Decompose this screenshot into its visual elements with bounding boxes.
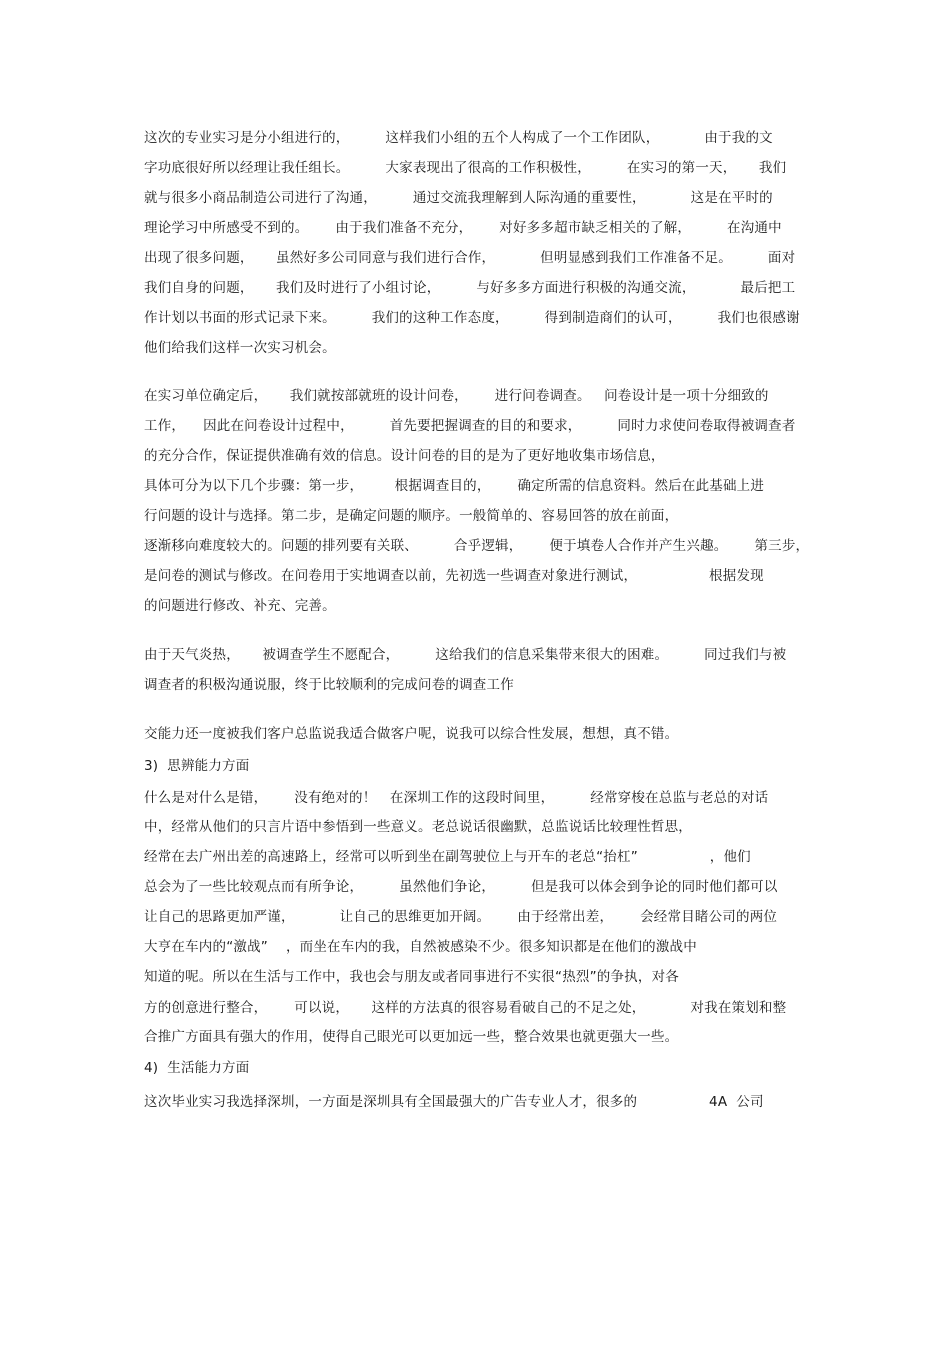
text-line: 的充分合作，保证提供准确有效的信息。设计问卷的目的是为了更好地收集市场信息，: [144, 448, 665, 464]
text-line: 中，经常从他们的只言片语中参悟到一些意义。老总说话很幽默，总监说话比较理性哲思，: [144, 819, 692, 835]
section-heading: 4) 生活能力方面: [144, 1060, 250, 1076]
text-line: 总会为了一些比较观点而有所争论， 虽然他们争论， 但是我可以体会到争论的同时他们都可以: [144, 879, 778, 895]
text-line: 知道的呢。所以在生活与工作中，我也会与朋友或者同事进行不实很“热烈”的争执，对各: [144, 969, 679, 985]
text-line: 合推广方面具有强大的作用，使得自己眼光可以更加远一些，整合效果也就更强大一些。: [144, 1029, 679, 1045]
text-line: 交能力还一度被我们客户总监说我适合做客户呢，说我可以综合性发展，想想，真不错。: [144, 726, 679, 742]
section-heading: 3) 思辨能力方面: [144, 758, 250, 774]
text-line: 他们给我们这样一次实习机会。: [144, 340, 336, 356]
text-line: 工作， 因此在问卷设计过程中， 首先要把握调查的目的和要求， 同时力求使问卷取得被调查者: [144, 418, 796, 434]
text-line: 这次毕业实习我选择深圳，一方面是深圳具有全国最强大的广告专业人才，很多的 4A 公司: [144, 1094, 764, 1110]
text-line: 出现了很多问题， 虽然好多公司同意与我们进行合作， 但明显感到我们工作准备不足。 面对: [144, 250, 796, 266]
text-line: 作计划以书面的形式记录下来。 我们的这种工作态度， 得到制造商们的认可， 我们也很感谢: [144, 310, 800, 326]
text-line: 大亨在车内的“激战” ，而坐在车内的我，自然被感染不少。很多知识都是在他们的激战中: [144, 939, 697, 955]
text-line: 什么是对什么是错， 没有绝对的！ 在深圳工作的这段时间里， 经常穿梭在总监与老总的对话: [144, 790, 769, 806]
text-line: 字功底很好所以经理让我任组长。 大家表现出了很高的工作积极性， 在实习的第一天， 我们: [144, 160, 787, 176]
text-line: 调查者的积极沟通说服，终于比较顺利的完成问卷的调查工作: [144, 677, 514, 693]
text-line: 理论学习中所感受不到的。 由于我们准备不充分， 对好多多超市缺乏相关的了解， 在沟通中: [144, 220, 782, 236]
text-line: 让自己的思路更加严谨， 让自己的思维更加开阔。 由于经常出差， 会经常目睹公司的两位: [144, 909, 778, 925]
text-line: 逐渐移向难度较大的。问题的排列要有关联、 合乎逻辑， 便于填卷人合作并产生兴趣。 第三步，: [144, 538, 810, 554]
text-line: 由于天气炎热， 被调查学生不愿配合， 这给我们的信息采集带来很大的困难。 同过我们与被: [144, 647, 787, 663]
text-line: 在实习单位确定后， 我们就按部就班的设计问卷， 进行问卷调查。 问卷设计是一项十分细致的: [144, 388, 769, 404]
text-line: 的问题进行修改、补充、完善。: [144, 598, 336, 614]
text-line: 这次的专业实习是分小组进行的， 这样我们小组的五个人构成了一个工作团队， 由于我的文: [144, 130, 773, 146]
text-line: 行问题的设计与选择。第二步，是确定问题的顺序。一般简单的、容易回答的放在前面，: [144, 508, 679, 524]
text-line: 经常在去广州出差的高速路上，经常可以听到坐在副驾驶位上与开车的老总“抬杠” ，他们: [144, 849, 751, 865]
text-line: 方的创意进行整合， 可以说， 这样的方法真的很容易看破自己的不足之处， 对我在策划和整: [144, 1000, 787, 1016]
text-line: 具体可分为以下几个步骤：第一步， 根据调查目的， 确定所需的信息资料。然后在此基础上进: [144, 478, 765, 494]
text-line: 就与很多小商品制造公司进行了沟通， 通过交流我理解到人际沟通的重要性， 这是在平时的: [144, 190, 773, 206]
text-line: 是问卷的测试与修改。在问卷用于实地调查以前，先初选一些调查对象进行测试， 根据发现: [144, 568, 764, 584]
text-line: 我们自身的问题， 我们及时进行了小组讨论， 与好多多方面进行积极的沟通交流， 最后把工: [144, 280, 796, 296]
